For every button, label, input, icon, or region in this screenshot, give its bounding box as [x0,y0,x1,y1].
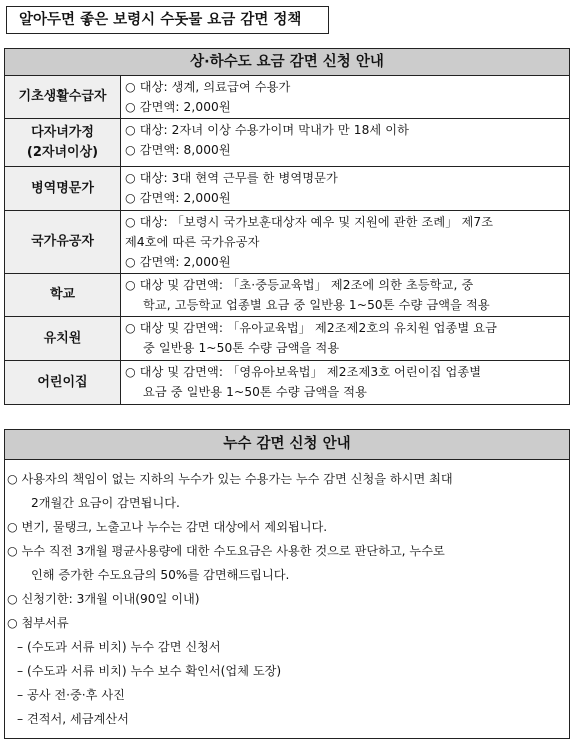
row-label: 국가유공자 [5,211,121,274]
row-label: 기초생활수급자 [5,76,121,119]
table-row [5,317,570,361]
leak-header: 누수 감면 신청 안내 [5,430,569,460]
leak-section [4,429,570,739]
table-row [5,361,570,405]
reduction-table [4,48,570,405]
row-content: ○ 대상: 3대 현역 근무를 한 병역명문가 ○ 감면액: 2,000원 [121,167,570,211]
table-row [5,211,570,274]
row-label: 학교 [5,274,121,317]
list-item: – (수도과 서류 비치) 누수 보수 확인서(업체 도장) [17,664,282,678]
leak-body [5,460,569,731]
list-item: ○ 첨부서류 [7,616,69,630]
list-item: 2개월간 요금이 감면됩니다. [31,496,180,510]
list-item: – 견적서, 세금계산서 [17,712,129,726]
table-row [5,76,570,119]
row-content: ○ 대상 및 감면액: 「유아교육법」 제2조제2호의 유치원 업종별 요금 중 일반용 1~50톤 수량 금액을 적용 [121,317,570,361]
table-row [5,119,570,167]
list-item: ○ 누수 직전 3개월 평균사용량에 대한 수도요금은 사용한 것으로 판단하고, 누수로 [7,544,445,558]
row-label: 유치원 [5,317,121,361]
row-content: ○ 대상: 2자녀 이상 수용가이며 막내가 만 18세 이하 ○ 감면액: 8,000원 [121,119,570,167]
page-title: 알아두면 좋은 보령시 수돗물 요금 감면 정책 [6,6,329,34]
list-item: 인해 증가한 수도요금의 50%를 감면해드립니다. [31,568,290,582]
list-item: ○ 신청기한: 3개월 이내(90일 이내) [7,592,200,606]
table-row [5,167,570,211]
row-content: ○ 대상 및 감면액: 「초·중등교육법」 제2조에 의한 초등학교, 중 학교, 고등학교 업종별 요금 중 일반용 1~50톤 수량 금액을 적용 [121,274,570,317]
row-content: ○ 대상: 「보령시 국가보훈대상자 예우 및 지원에 관한 조례」 제7조 제4호에 따른 국가유공자 ○ 감면액: 2,000원 [121,211,570,274]
table-header: 상·하수도 요금 감면 신청 안내 [5,49,570,76]
row-label: 병역명문가 [5,167,121,211]
list-item: ○ 변기, 물탱크, 노출고나 누수는 감면 대상에서 제외됩니다. [7,520,328,534]
row-content: ○ 대상: 생계, 의료급여 수용가 ○ 감면액: 2,000원 [121,76,570,119]
table-row [5,274,570,317]
list-item: – 공사 전·중·후 사진 [17,688,125,702]
row-label: 다자녀가정 (2자녀이상) [5,119,121,167]
list-item: ○ 사용자의 책임이 없는 지하의 누수가 있는 수용가는 누수 감면 신청을 하시면 최대 [7,472,453,486]
row-label: 어린이집 [5,361,121,405]
row-content: ○ 대상 및 감면액: 「영유아보육법」 제2조제3호 어린이집 업종별 요금 중 일반용 1~50톤 수량 금액을 적용 [121,361,570,405]
list-item: – (수도과 서류 비치) 누수 감면 신청서 [17,640,221,654]
